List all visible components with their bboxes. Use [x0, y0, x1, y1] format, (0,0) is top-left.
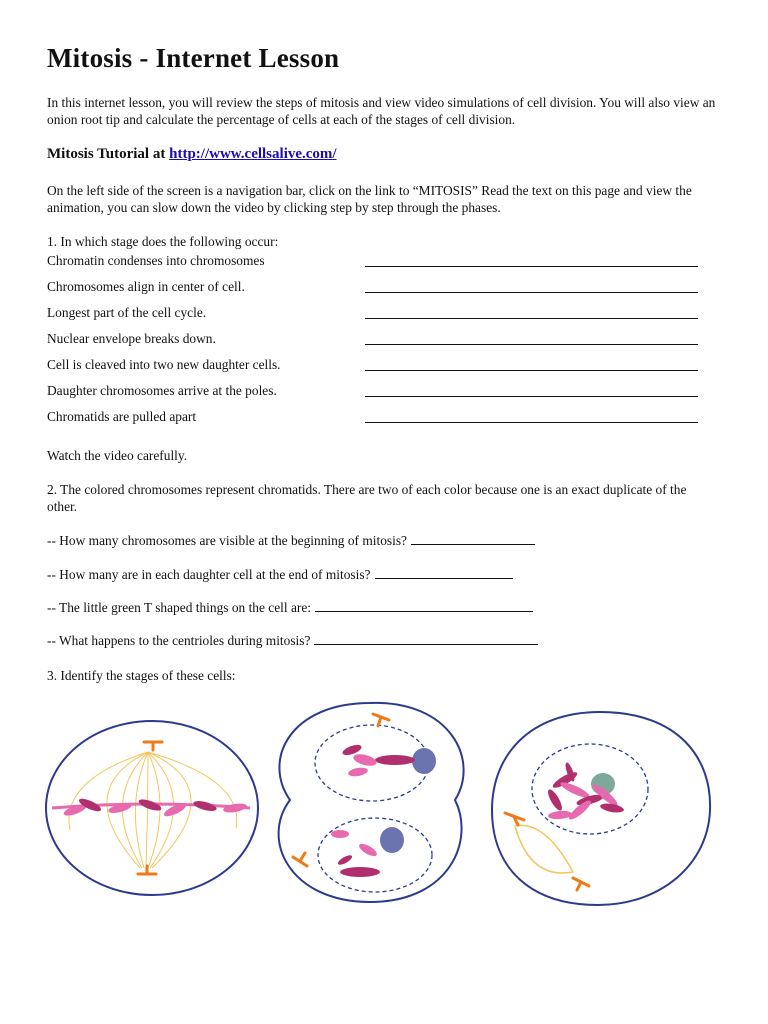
q1-item-label: Nuclear envelope breaks down. — [47, 331, 216, 346]
q1-item-label: Daughter chromosomes arrive at the poles. — [47, 383, 277, 398]
prophase-cell-illustration — [492, 712, 710, 905]
intro-paragraph: In this internet lesson, you will review the steps of mitosis and view video simulations of cell division. You will also view an onion root tip and calculate the percentage of cells at each of the stages of cell division. — [47, 95, 716, 127]
question-2-prompt: 2. The colored chromosomes represent chromatids. There are two of each color because one is an exact duplicate of the other. — [47, 482, 687, 514]
tutorial-label: Mitosis Tutorial at — [47, 146, 170, 162]
q1-item-label: Chromatin condenses into chromosomes — [47, 253, 265, 268]
q1-item-label: Chromosomes align in center of cell. — [47, 279, 245, 294]
metaphase-cell-illustration — [46, 721, 258, 895]
watch-note: Watch the video carefully. — [47, 448, 188, 463]
question-3-prompt: 3. Identify the stages of these cells: — [47, 668, 236, 683]
cellsalive-link[interactable]: http://www.cellsalive.com/ — [169, 146, 337, 162]
q1-item-label: Cell is cleaved into two new daughter cells. — [47, 357, 281, 372]
question-1-prompt: 1. In which stage does the following occur: — [47, 234, 279, 249]
instructions-paragraph: On the left side of the screen is a navigation bar, click on the link to “MITOSIS” Read the text on this page and view the animation, you can slow down the video by clicking step by step through the phases. — [47, 183, 692, 215]
page-title: Mitosis - Internet Lesson — [47, 43, 340, 73]
q2-sub-label: -- What happens to the centrioles during mitosis? — [47, 633, 311, 648]
q1-item-label: Chromatids are pulled apart — [47, 409, 197, 424]
q2-sub-label: -- The little green T shaped things on the cell are: — [47, 600, 312, 615]
telophase-cell-illustration — [279, 703, 464, 902]
q2-sub-label: -- How many chromosomes are visible at the beginning of mitosis? — [47, 533, 407, 548]
q2-sub-label: -- How many are in each daughter cell at the end of mitosis? — [47, 567, 371, 582]
q1-item-label: Longest part of the cell cycle. — [47, 305, 207, 320]
